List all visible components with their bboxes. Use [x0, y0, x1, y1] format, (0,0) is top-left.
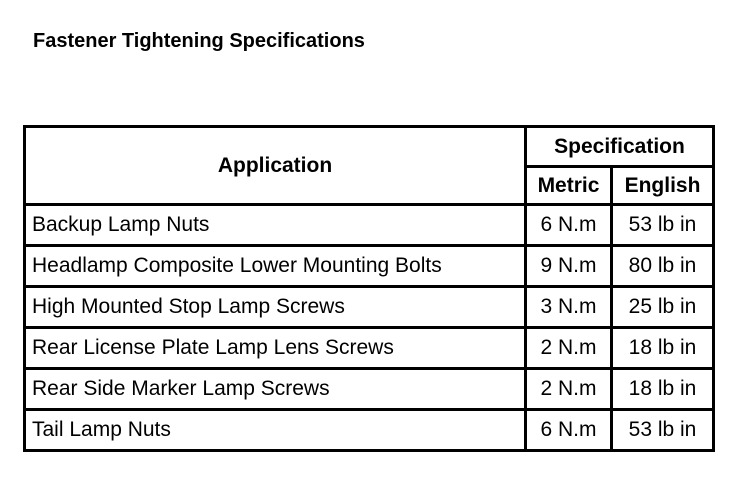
metric-column-header: Metric — [526, 167, 612, 205]
metric-cell: 6 N.m — [526, 410, 612, 451]
application-cell: Rear Side Marker Lamp Screws — [25, 369, 526, 410]
metric-cell: 3 N.m — [526, 287, 612, 328]
specification-column-header: Specification — [526, 127, 714, 167]
document-title: Fastener Tightening Specifications — [33, 30, 365, 52]
table-row — [25, 328, 714, 369]
metric-cell: 9 N.m — [526, 246, 612, 287]
metric-cell: 6 N.m — [526, 205, 612, 246]
english-cell: 25 lb in — [612, 287, 714, 328]
english-cell: 18 lb in — [612, 369, 714, 410]
english-cell: 53 lb in — [612, 205, 714, 246]
application-cell: Rear License Plate Lamp Lens Screws — [25, 328, 526, 369]
table-row — [25, 369, 714, 410]
english-cell: 53 lb in — [612, 410, 714, 451]
application-cell: Tail Lamp Nuts — [25, 410, 526, 451]
table-row — [25, 205, 714, 246]
english-cell: 18 lb in — [612, 328, 714, 369]
application-column-header: Application — [25, 127, 526, 205]
metric-cell: 2 N.m — [526, 369, 612, 410]
metric-cell: 2 N.m — [526, 328, 612, 369]
table-row — [25, 246, 714, 287]
table-row — [25, 410, 714, 451]
specification-table — [23, 125, 715, 452]
application-cell: High Mounted Stop Lamp Screws — [25, 287, 526, 328]
table-row — [25, 287, 714, 328]
english-column-header: English — [612, 167, 714, 205]
table-header-row — [25, 127, 714, 167]
application-cell: Backup Lamp Nuts — [25, 205, 526, 246]
application-cell: Headlamp Composite Lower Mounting Bolts — [25, 246, 526, 287]
english-cell: 80 lb in — [612, 246, 714, 287]
